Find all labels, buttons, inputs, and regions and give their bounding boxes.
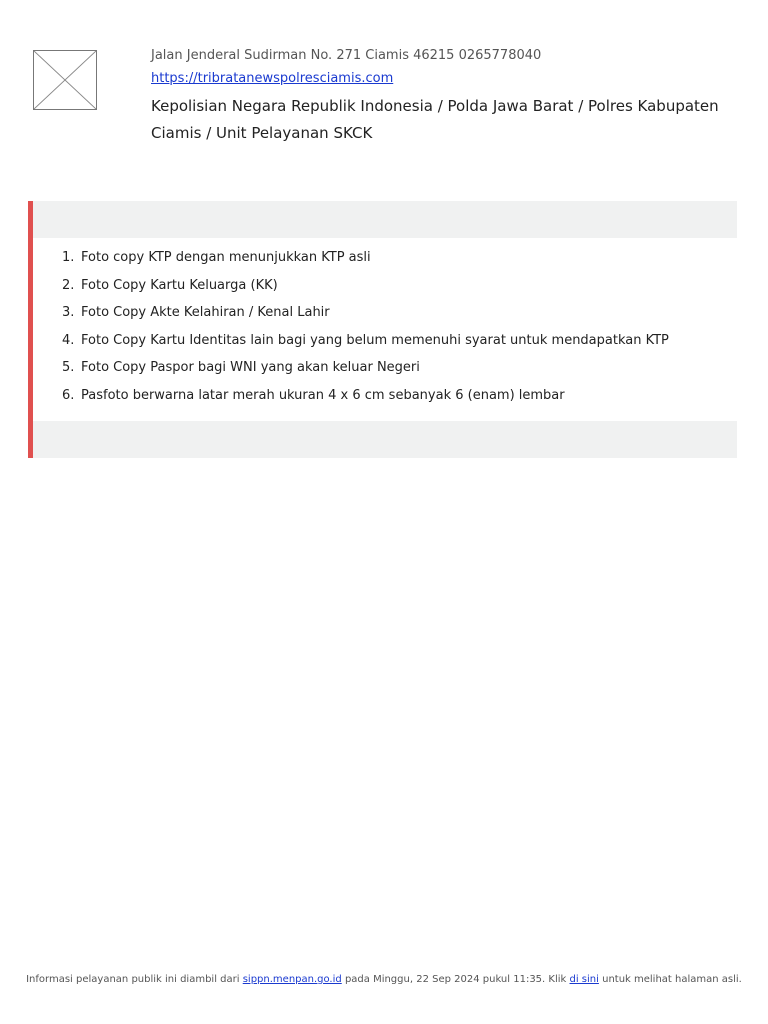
list-item-text: Foto Copy Kartu Identitas lain bagi yang belum memenuhi syarat untuk mendapatkan KTP <box>81 332 669 348</box>
list-item-text: Pasfoto berwarna latar merah ukuran 4 x 6 cm sebanyak 6 (enam) lembar <box>81 387 565 403</box>
list-item-text: Foto Copy Kartu Keluarga (KK) <box>81 277 278 293</box>
original-page-link[interactable]: di sini <box>569 974 599 985</box>
list-item-number: 2. <box>62 277 75 293</box>
list-item <box>62 382 737 410</box>
list-item-text: Foto Copy Akte Kelahiran / Kenal Lahir <box>81 305 330 321</box>
breadcrumb: Kepolisian Negara Republik Indonesia / Polda Jawa Barat / Polres Kabupaten Ciamis / Unit Pelayanan SKCK <box>151 97 719 142</box>
footer-middle-text: pada Minggu, 22 Sep 2024 pukul 11:35. Klik <box>344 974 567 985</box>
list-item-number: 4. <box>62 332 75 348</box>
list-item-number: 3. <box>62 305 75 321</box>
list-item <box>62 244 737 272</box>
requirements-panel <box>28 201 737 458</box>
list-item <box>62 354 737 382</box>
list-item-text: Foto copy KTP dengan menunjukkan KTP asli <box>81 250 371 265</box>
source-link[interactable]: sippn.menpan.go.id <box>242 974 342 985</box>
panel-header <box>33 201 737 238</box>
header-info <box>151 45 731 147</box>
list-item-text: Foto Copy Paspor bagi WNI yang akan keluar Negeri <box>81 360 420 376</box>
image-placeholder-icon <box>33 50 97 110</box>
address-text: Jalan Jenderal Sudirman No. 271 Ciamis 46215 0265778040 <box>151 48 542 63</box>
list-item <box>62 272 737 300</box>
list-item-number: 1. <box>62 250 75 265</box>
footer-prefix-text: Informasi pelayanan publik ini diambil dari <box>26 974 240 985</box>
footer-suffix-text: untuk melihat halaman asli. <box>602 974 742 985</box>
panel-body <box>33 238 737 421</box>
list-item <box>62 299 737 327</box>
requirements-list <box>33 244 737 410</box>
list-item-number: 6. <box>62 387 75 403</box>
panel-footer <box>33 421 737 458</box>
list-item-number: 5. <box>62 360 75 376</box>
page-footer <box>0 972 768 988</box>
website-link[interactable]: https://tribratanewspolresciamis.com <box>151 71 394 86</box>
list-item <box>62 327 737 355</box>
